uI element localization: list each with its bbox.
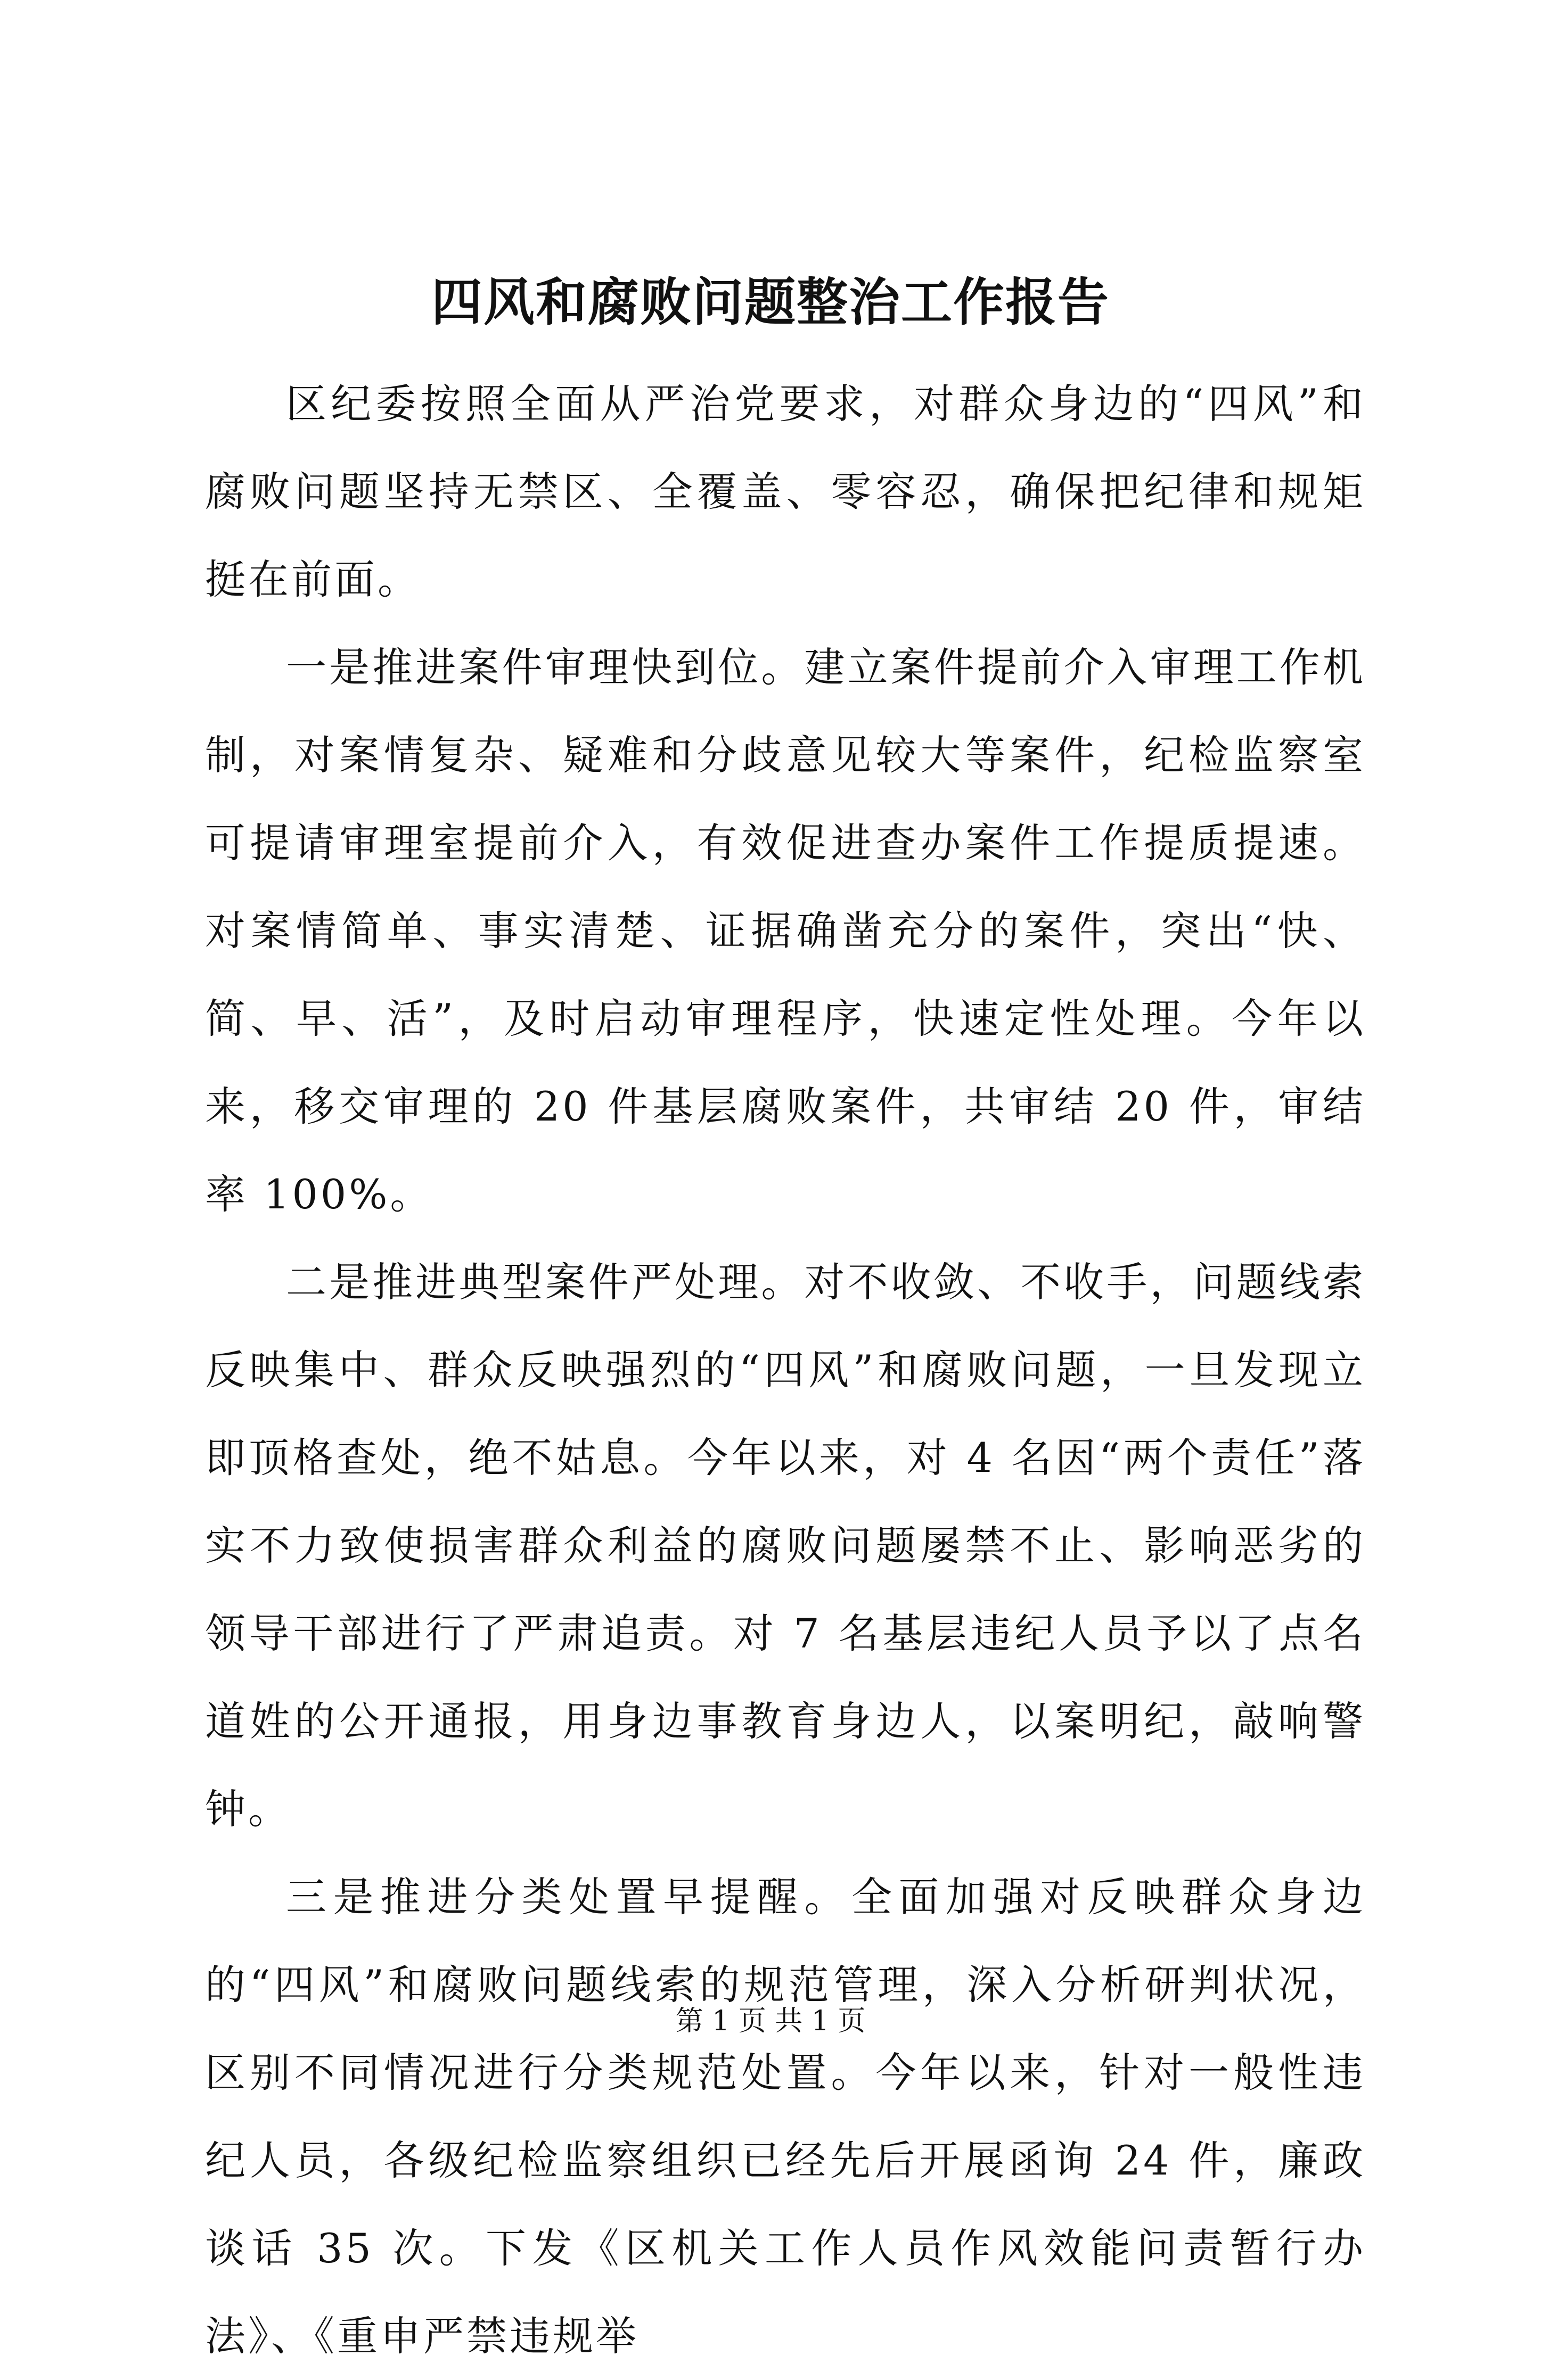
paragraph-typical-cases: 二是推进典型案件严处理。对不收敛、不收手，问题线索反映集中、群众反映强烈的“四风”和腐败问题，一旦发现立即顶格查处，绝不姑息。今年以来，对 4 名因“两个责任”落实不力致使损害群众利益的腐败问题屡禁不止、影响恶劣的领导干部进行了严肃追责。对 7 名基层违纪人员予以了点名道姓的公开通报，用身边事教育身边人，以案明纪，敲响警钟。 [205, 1258, 1366, 1833]
document-title: 四风和腐败问题整治工作报告 [431, 272, 1110, 332]
paragraph-intro: 区纪委按照全面从严治党要求，对群众身边的“四风”和腐败问题坚持无禁区、全覆盖、零容忍，确保把纪律和规矩挺在前面。 [205, 380, 1366, 603]
paragraph-case-review: 一是推进案件审理快到位。建立案件提前介入审理工作机制，对案情复杂、疑难和分歧意见较大等案件，纪检监察室可提请审理室提前介入，有效促进查办案件工作提质提速。对案情简单、事实清楚、证据确凿充分的案件，突出“快、简、早、活”，及时启动审理程序，快速定性处理。今年以来，移交审理的 20 件基层腐败案件，共审结 20 件，审结率 100%。 [205, 644, 1366, 1218]
paragraph-classified-handling: 三是推进分类处置早提醒。全面加强对反映群众身边的“四风”和腐败问题线索的规范管理，深入分析研判状况，区别不同情况进行分类规范处置。今年以来，针对一般性违纪人员，各级纪检监察组织已经先后开展函询 24 件，廉政谈话 35 次。下发《区机关工作人员作风效能问责暂行办法》、《重申严禁违规举 [205, 1873, 1366, 2360]
document-body [205, 360, 1366, 2380]
page-number-footer: 第 1 页 共 1 页 [675, 2005, 866, 2037]
